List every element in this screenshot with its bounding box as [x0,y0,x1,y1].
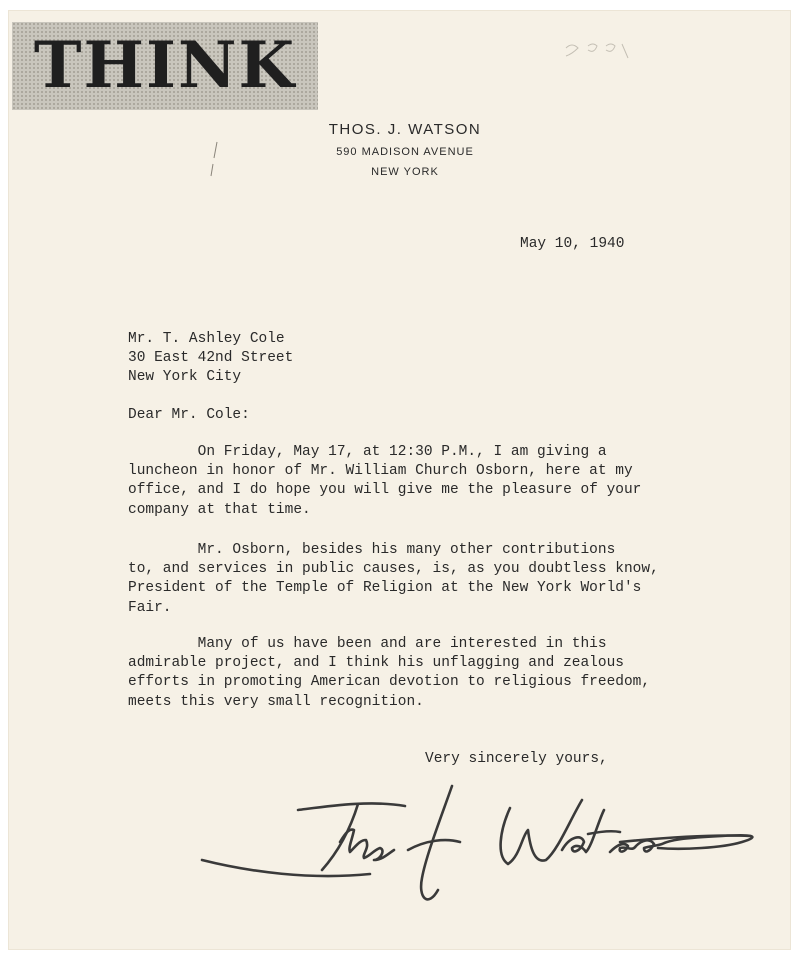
paragraph-line: Mr. Osborn, besides his many other contributions [128,542,616,558]
salutation: Dear Mr. Cole: [128,407,250,423]
paragraph-line: company at that time. [128,501,311,518]
letterhead-city: NEW YORK [371,166,439,178]
recipient-street: 30 East 42nd Street [128,350,294,366]
body-paragraph-2 [128,541,659,618]
pencil-mark-corner [560,38,640,68]
paragraph-line: Fair. [128,599,172,616]
recipient-city: New York City [128,369,242,385]
paragraph-line: meets this very small recognition. [128,693,424,710]
handwritten-signature [190,760,790,940]
paragraph-line: Many of us have been and are interested in this [128,636,607,652]
paragraph-line: luncheon in honor of Mr. William Church Osborn, here at my [128,463,633,480]
paragraph-line: efforts in promoting American devotion to religious freedom, [128,674,651,691]
closing: Very sincerely yours, [425,751,608,767]
body-paragraph-3 [128,635,650,712]
letterhead-name: THOS. J. WATSON [328,121,482,138]
letter-date: May 10, 1940 [520,236,625,252]
paragraph-line: to, and services in public causes, is, as you doubtless know, [128,561,659,578]
paragraph-line: On Friday, May 17, at 12:30 P.M., I am giving a [128,444,607,460]
think-logo [12,22,318,110]
letterhead-address: 590 MADISON AVENUE [336,146,474,158]
body-paragraph-1 [128,443,641,520]
paragraph-line: office, and I do hope you will give me the pleasure of your [128,482,642,499]
think-logo-text: THINK [33,28,297,103]
paragraph-line: admirable project, and I think his unflagging and zealous [128,655,624,672]
pencil-mark [205,140,225,180]
recipient-name: Mr. T. Ashley Cole [128,331,285,347]
paragraph-line: President of the Temple of Religion at the New York World's [128,580,642,597]
